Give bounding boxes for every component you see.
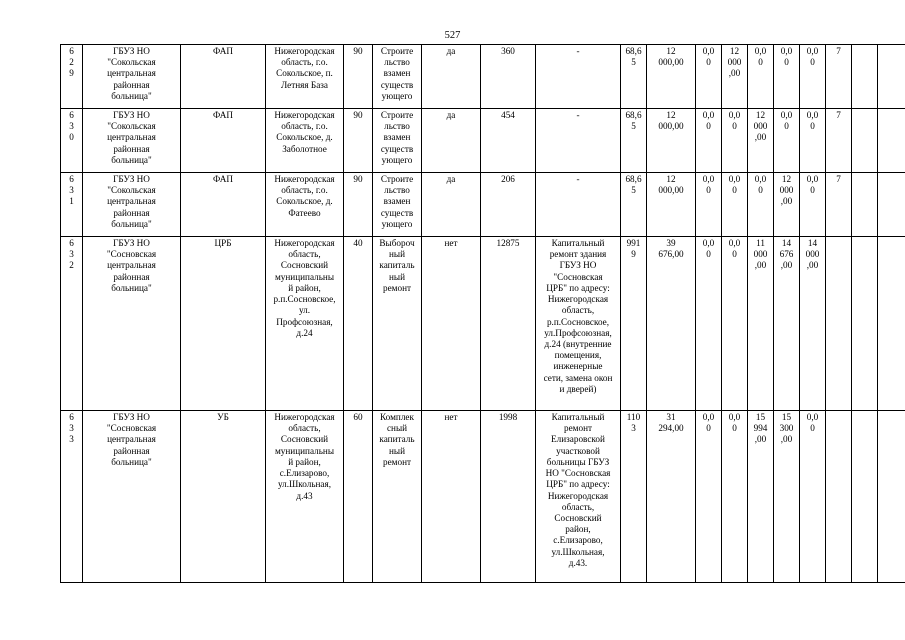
empty-cell bbox=[878, 237, 905, 411]
facility-address: Нижегородская область, г.о. Сокольское, д. Фатеево bbox=[266, 173, 344, 237]
facility-type: ФАП bbox=[181, 45, 266, 109]
row-number: 6 3 2 bbox=[61, 237, 83, 411]
work-description: - bbox=[536, 45, 621, 109]
flag-value: да bbox=[422, 173, 481, 237]
empty-cell bbox=[852, 173, 878, 237]
year-value-1: 0,0 0 bbox=[696, 237, 722, 411]
flag-value: нет bbox=[422, 411, 481, 583]
work-description: Капитальный ремонт Елизаровской участковой больницы ГБУЗ НО "Сосновская ЦРБ" по адресу: Нижегородская область, Сосновский район, с.Елизарово, ул.Школьная, д.43. bbox=[536, 411, 621, 583]
year-value-2: 0,0 0 bbox=[722, 173, 748, 237]
work-type: Строите льство взамен существ ующего bbox=[373, 45, 422, 109]
year-value-4: 0,0 0 bbox=[774, 45, 800, 109]
year-value-5: 0,0 0 bbox=[800, 173, 826, 237]
wear-percent: 90 bbox=[344, 173, 373, 237]
year-value-2: 0,0 0 bbox=[722, 237, 748, 411]
work-description: Капитальный ремонт здания ГБУЗ НО "Сосновская ЦРБ" по адресу: Нижегородская область, р.п.Сосновское, ул.Профсоюзная, д.24 (внутренние помещения, инженерные сети, замена окон и дверей) bbox=[536, 237, 621, 411]
year-value-5: 0,0 0 bbox=[800, 109, 826, 173]
year-value-2: 0,0 0 bbox=[722, 109, 748, 173]
value-1: 110 3 bbox=[621, 411, 647, 583]
total-cost: 12 000,00 bbox=[647, 173, 696, 237]
area-value: 360 bbox=[481, 45, 536, 109]
wear-percent: 40 bbox=[344, 237, 373, 411]
extra-value bbox=[826, 411, 852, 583]
empty-cell bbox=[852, 411, 878, 583]
total-cost: 12 000,00 bbox=[647, 45, 696, 109]
organization-name: ГБУЗ НО "Сокольская центральная районная больница" bbox=[83, 173, 181, 237]
organization-name: ГБУЗ НО "Сокольская центральная районная больница" bbox=[83, 109, 181, 173]
year-value-4: 0,0 0 bbox=[774, 109, 800, 173]
work-type: Строите льство взамен существ ующего bbox=[373, 173, 422, 237]
year-value-2: 0,0 0 bbox=[722, 411, 748, 583]
work-description: - bbox=[536, 173, 621, 237]
empty-cell bbox=[878, 45, 905, 109]
year-value-3: 15 994 ,00 bbox=[748, 411, 774, 583]
year-value-5: 0,0 0 bbox=[800, 45, 826, 109]
wear-percent: 90 bbox=[344, 45, 373, 109]
area-value: 12875 bbox=[481, 237, 536, 411]
empty-cell bbox=[852, 45, 878, 109]
year-value-2: 12 000 ,00 bbox=[722, 45, 748, 109]
area-value: 206 bbox=[481, 173, 536, 237]
extra-value: 7 bbox=[826, 109, 852, 173]
facility-address: Нижегородская область, Сосновский муниципальны й район, р.п.Сосновское, ул. Профсоюзная, д.24 bbox=[266, 237, 344, 411]
organization-name: ГБУЗ НО "Сокольская центральная районная больница" bbox=[83, 45, 181, 109]
wear-percent: 90 bbox=[344, 109, 373, 173]
work-type: Выбороч ный капиталь ный ремонт bbox=[373, 237, 422, 411]
year-value-1: 0,0 0 bbox=[696, 173, 722, 237]
work-type: Комплек сный капиталь ный ремонт bbox=[373, 411, 422, 583]
flag-value: да bbox=[422, 45, 481, 109]
empty-cell bbox=[852, 237, 878, 411]
empty-cell bbox=[852, 109, 878, 173]
total-cost: 39 676,00 bbox=[647, 237, 696, 411]
organization-name: ГБУЗ НО "Сосновская центральная районная больница" bbox=[83, 237, 181, 411]
table-row bbox=[61, 411, 905, 583]
value-1: 68,6 5 bbox=[621, 45, 647, 109]
year-value-1: 0,0 0 bbox=[696, 45, 722, 109]
row-number: 6 2 9 bbox=[61, 45, 83, 109]
facility-type: ФАП bbox=[181, 109, 266, 173]
extra-value bbox=[826, 237, 852, 411]
row-number: 6 3 1 bbox=[61, 173, 83, 237]
year-value-5: 14 000 ,00 bbox=[800, 237, 826, 411]
total-cost: 31 294,00 bbox=[647, 411, 696, 583]
row-number: 6 3 0 bbox=[61, 109, 83, 173]
empty-cell bbox=[878, 109, 905, 173]
empty-cell bbox=[878, 411, 905, 583]
facilities-table bbox=[60, 44, 905, 583]
extra-value: 7 bbox=[826, 173, 852, 237]
total-cost: 12 000,00 bbox=[647, 109, 696, 173]
facility-type: ЦРБ bbox=[181, 237, 266, 411]
table-row bbox=[61, 45, 905, 109]
extra-value: 7 bbox=[826, 45, 852, 109]
area-value: 1998 bbox=[481, 411, 536, 583]
year-value-4: 14 676 ,00 bbox=[774, 237, 800, 411]
year-value-3: 12 000 ,00 bbox=[748, 109, 774, 173]
work-type: Строите льство взамен существ ующего bbox=[373, 109, 422, 173]
year-value-3: 0,0 0 bbox=[748, 45, 774, 109]
facility-type: УБ bbox=[181, 411, 266, 583]
year-value-1: 0,0 0 bbox=[696, 411, 722, 583]
year-value-4: 12 000 ,00 bbox=[774, 173, 800, 237]
table-row bbox=[61, 237, 905, 411]
organization-name: ГБУЗ НО "Сосновская центральная районная больница" bbox=[83, 411, 181, 583]
flag-value: да bbox=[422, 109, 481, 173]
empty-cell bbox=[878, 173, 905, 237]
table-row bbox=[61, 109, 905, 173]
page-number: 527 bbox=[444, 30, 461, 41]
value-1: 68,6 5 bbox=[621, 173, 647, 237]
area-value: 454 bbox=[481, 109, 536, 173]
row-number: 6 3 3 bbox=[61, 411, 83, 583]
facility-type: ФАП bbox=[181, 173, 266, 237]
facility-address: Нижегородская область, г.о. Сокольское, д. Заболотное bbox=[266, 109, 344, 173]
year-value-3: 11 000 ,00 bbox=[748, 237, 774, 411]
facility-address: Нижегородская область, г.о. Сокольское, п. Летняя База bbox=[266, 45, 344, 109]
wear-percent: 60 bbox=[344, 411, 373, 583]
flag-value: нет bbox=[422, 237, 481, 411]
year-value-4: 15 300 ,00 bbox=[774, 411, 800, 583]
year-value-1: 0,0 0 bbox=[696, 109, 722, 173]
value-1: 991 9 bbox=[621, 237, 647, 411]
work-description: - bbox=[536, 109, 621, 173]
facility-address: Нижегородская область, Сосновский муниципальны й район, с.Елизарово, ул.Школьная, д.43 bbox=[266, 411, 344, 583]
year-value-3: 0,0 0 bbox=[748, 173, 774, 237]
value-1: 68,6 5 bbox=[621, 109, 647, 173]
year-value-5: 0,0 0 bbox=[800, 411, 826, 583]
table-row bbox=[61, 173, 905, 237]
